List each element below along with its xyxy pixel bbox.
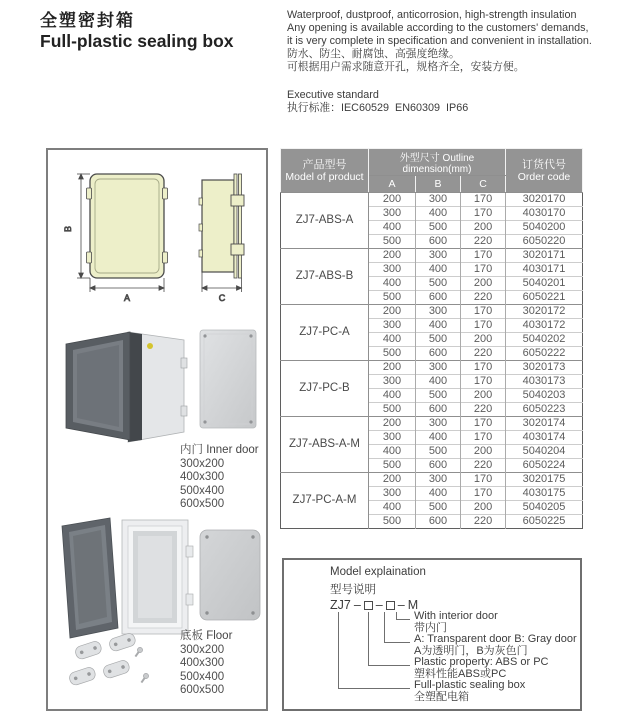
inner-door-size: 500x400: [180, 484, 225, 497]
floor-caption: [180, 630, 232, 698]
svg-text:A: A: [123, 293, 131, 303]
floor-size: 600x500: [180, 684, 225, 696]
order-code-header: 订货代号 Order code: [506, 149, 583, 193]
order-code-cell: 3020170: [506, 193, 583, 207]
floor-plate: [200, 530, 260, 620]
dimension-cell: 500: [369, 515, 416, 529]
inner-door-plate: [200, 330, 256, 428]
dimension-cell: 200: [369, 361, 416, 375]
closed-box: [66, 332, 187, 442]
explanation-title-zh: 型号说明: [330, 584, 376, 596]
description-line: Any opening is available according to the customers' demands,: [287, 22, 589, 34]
order-code-cell: 3020174: [506, 417, 583, 431]
model-code-formula: [330, 598, 418, 612]
model-cell: ZJ7-ABS-A: [281, 193, 369, 249]
mounting-feet: [68, 632, 137, 686]
svg-text:B: B: [63, 225, 73, 233]
description-line: 防水、防尘、耐腐蚀、高强度绝缘。: [287, 48, 460, 60]
order-code-cell: 6050224: [506, 459, 583, 473]
description-line: 可根据用户需求随意开孔，规格齐全，安装方便。: [287, 61, 525, 73]
title-chinese: 全塑密封箱: [40, 11, 135, 30]
dimension-cell: 500: [369, 291, 416, 305]
dimension-cell: 500: [369, 459, 416, 473]
model-cell: ZJ7-ABS-A-M: [281, 417, 369, 473]
front-view: [87, 174, 168, 278]
dimension-cell: 500: [369, 403, 416, 417]
dimension-cell: 220: [461, 459, 506, 473]
open-transparent-door: [62, 518, 118, 638]
col-c-header: C: [461, 176, 506, 193]
inner-door-label: 内门 Inner door: [180, 444, 259, 456]
dimension-cell: 170: [461, 249, 506, 263]
dimension-cell: 170: [461, 473, 506, 487]
order-code-cell: 4030170: [506, 207, 583, 221]
dimension-cell: 170: [461, 487, 506, 501]
explanation-item: A: Transparent door B: Gray door A为透明门，B为灰色门: [414, 633, 577, 657]
dimension-cell: 500: [369, 235, 416, 249]
dimension-cell: 600: [416, 459, 461, 473]
order-code-cell: 5040203: [506, 389, 583, 403]
open-box-photo: [60, 516, 264, 708]
dimension-cell: 300: [369, 487, 416, 501]
dimension-cell: 170: [461, 431, 506, 445]
order-code-cell: 4030174: [506, 431, 583, 445]
dimension-cell: 170: [461, 375, 506, 389]
dimension-cell: 500: [416, 501, 461, 515]
open-box-body: [122, 520, 193, 634]
dimension-cell: 220: [461, 515, 506, 529]
executive-standard-value: 执行标准：IEC60529 EN60309 IP66: [287, 102, 469, 114]
dimension-cell: 400: [369, 445, 416, 459]
spec-table-container: [280, 148, 582, 529]
dimension-cell: 220: [461, 403, 506, 417]
spec-table: [280, 148, 583, 529]
dimension-cell: 300: [369, 319, 416, 333]
dimension-cell: 200: [461, 277, 506, 291]
order-code-cell: 6050221: [506, 291, 583, 305]
floor-size: 300x200: [180, 643, 225, 656]
dimension-cell: 300: [416, 249, 461, 263]
inner-door-size: 400x300: [180, 471, 225, 483]
label-dot: [147, 343, 153, 349]
col-b-header: B: [416, 176, 461, 193]
dimension-cell: 200: [461, 445, 506, 459]
order-code-cell: 3020175: [506, 473, 583, 487]
dimension-cell: 170: [461, 417, 506, 431]
dimension-cell: 400: [416, 263, 461, 277]
floor-size: 500x400: [180, 670, 225, 683]
order-code-cell: 4030173: [506, 375, 583, 389]
dimension-cell: 400: [369, 333, 416, 347]
dimension-cell: 500: [416, 221, 461, 235]
dimension-cell: 500: [416, 389, 461, 403]
dimension-cell: 500: [416, 277, 461, 291]
spec-row: [281, 305, 583, 319]
dimension-cell: 200: [461, 389, 506, 403]
dimension-cell: 170: [461, 361, 506, 375]
order-code-cell: 5040204: [506, 445, 583, 459]
order-code-cell: 3020172: [506, 305, 583, 319]
dimension-cell: 600: [416, 403, 461, 417]
order-code-cell: 5040201: [506, 277, 583, 291]
model-explanation-box: [282, 558, 582, 711]
dimension-cell: 400: [416, 487, 461, 501]
dimension-cell: 220: [461, 291, 506, 305]
model-cell: ZJ7-ABS-B: [281, 249, 369, 305]
dimension-cell: 220: [461, 235, 506, 249]
placeholder-box-icon: [364, 601, 373, 610]
dimension-cell: 200: [369, 473, 416, 487]
code-dash: –: [353, 598, 361, 612]
dimension-b: [63, 174, 90, 278]
dimension-cell: 400: [416, 319, 461, 333]
executive-standard-label: Executive standard: [287, 89, 379, 101]
dimension-cell: 200: [369, 249, 416, 263]
order-code-cell: 4030171: [506, 263, 583, 277]
inner-door-size: 300x200: [180, 457, 225, 470]
dimension-cell: 600: [416, 235, 461, 249]
code-prefix: ZJ7: [330, 598, 351, 612]
dimension-cell: 300: [369, 375, 416, 389]
dimension-cell: 400: [416, 207, 461, 221]
dimension-cell: 170: [461, 319, 506, 333]
code-suffix: M: [407, 598, 419, 612]
order-code-cell: 5040202: [506, 333, 583, 347]
order-code-cell: 6050220: [506, 235, 583, 249]
dimension-cell: 300: [369, 431, 416, 445]
order-code-cell: 4030175: [506, 487, 583, 501]
side-view: [199, 174, 244, 278]
product-description: [287, 9, 622, 115]
order-code-cell: 3020173: [506, 361, 583, 375]
order-code-cell: 3020171: [506, 249, 583, 263]
dimension-cell: 170: [461, 305, 506, 319]
description-line: Waterproof, dustproof, anticorrosion, high-strength insulation: [287, 9, 577, 21]
model-cell: ZJ7-PC-A: [281, 305, 369, 361]
spec-row: [281, 417, 583, 431]
dimension-cell: 200: [461, 221, 506, 235]
dimension-cell: 600: [416, 291, 461, 305]
dimension-cell: 300: [416, 473, 461, 487]
dimension-cell: 200: [461, 333, 506, 347]
dimension-cell: 400: [369, 221, 416, 235]
dimension-cell: 200: [369, 193, 416, 207]
dimension-cell: 220: [461, 347, 506, 361]
dimension-cell: 500: [369, 347, 416, 361]
description-line: it is very complete in specification and convenient in installation.: [287, 35, 592, 47]
model-cell: ZJ7-PC-A-M: [281, 473, 369, 529]
order-code-cell: 5040200: [506, 221, 583, 235]
dimension-cell: 300: [416, 361, 461, 375]
placeholder-box-icon: [386, 601, 395, 610]
dimension-cell: 300: [369, 207, 416, 221]
dimension-cell: 400: [369, 277, 416, 291]
dimension-a: [90, 278, 164, 303]
dimension-cell: 400: [416, 375, 461, 389]
screws: [133, 646, 149, 684]
illustration-panel: [46, 148, 268, 711]
dimension-cell: 300: [416, 305, 461, 319]
inner-door-size: 600x500: [180, 498, 225, 510]
spec-row: [281, 193, 583, 207]
floor-size: 400x300: [180, 657, 225, 669]
dimension-cell: 170: [461, 207, 506, 221]
dimension-cell: 200: [461, 501, 506, 515]
spec-row: [281, 473, 583, 487]
dimension-cell: 500: [416, 333, 461, 347]
order-code-cell: 5040205: [506, 501, 583, 515]
sealing-box-photo: [62, 328, 258, 446]
outline-dimension-header: 外型尺寸 Outline dimension(mm): [369, 149, 506, 176]
dimension-cell: 400: [416, 431, 461, 445]
inner-door-caption: [180, 444, 259, 512]
dimension-cell: 300: [416, 193, 461, 207]
dimension-cell: 170: [461, 263, 506, 277]
dimension-cell: 400: [369, 501, 416, 515]
code-dash: –: [397, 598, 405, 612]
floor-label: 底板 Floor: [180, 630, 233, 642]
dimension-drawing: [56, 164, 266, 314]
connector-line: [396, 612, 410, 620]
explanation-item: With interior door 带内门: [414, 610, 498, 634]
explanation-item: Full-plastic sealing box 全塑配电箱: [414, 679, 526, 703]
svg-text:C: C: [218, 293, 226, 303]
order-code-cell: 4030172: [506, 319, 583, 333]
order-code-cell: 6050223: [506, 403, 583, 417]
col-a-header: A: [369, 176, 416, 193]
model-cell: ZJ7-PC-B: [281, 361, 369, 417]
dimension-cell: 170: [461, 193, 506, 207]
code-dash: –: [375, 598, 383, 612]
title-english: Full-plastic sealing box: [40, 31, 234, 51]
order-code-cell: 6050222: [506, 347, 583, 361]
order-code-cell: 6050225: [506, 515, 583, 529]
dimension-cell: 300: [416, 417, 461, 431]
page-title: [40, 10, 234, 52]
dimension-cell: 200: [369, 305, 416, 319]
dimension-cell: 300: [369, 263, 416, 277]
explanation-item: Plastic property: ABS or PC 塑料性能ABS或PC: [414, 656, 549, 680]
spec-row: [281, 249, 583, 263]
spec-row: [281, 361, 583, 375]
dimension-cell: 500: [416, 445, 461, 459]
model-of-product-header: 产品型号 Model of product: [281, 149, 369, 193]
dimension-cell: 600: [416, 347, 461, 361]
explanation-title-en: Model explaination: [330, 566, 426, 578]
dimension-cell: 400: [369, 389, 416, 403]
spec-table-body: [281, 193, 583, 529]
dimension-cell: 200: [369, 417, 416, 431]
dimension-cell: 600: [416, 515, 461, 529]
